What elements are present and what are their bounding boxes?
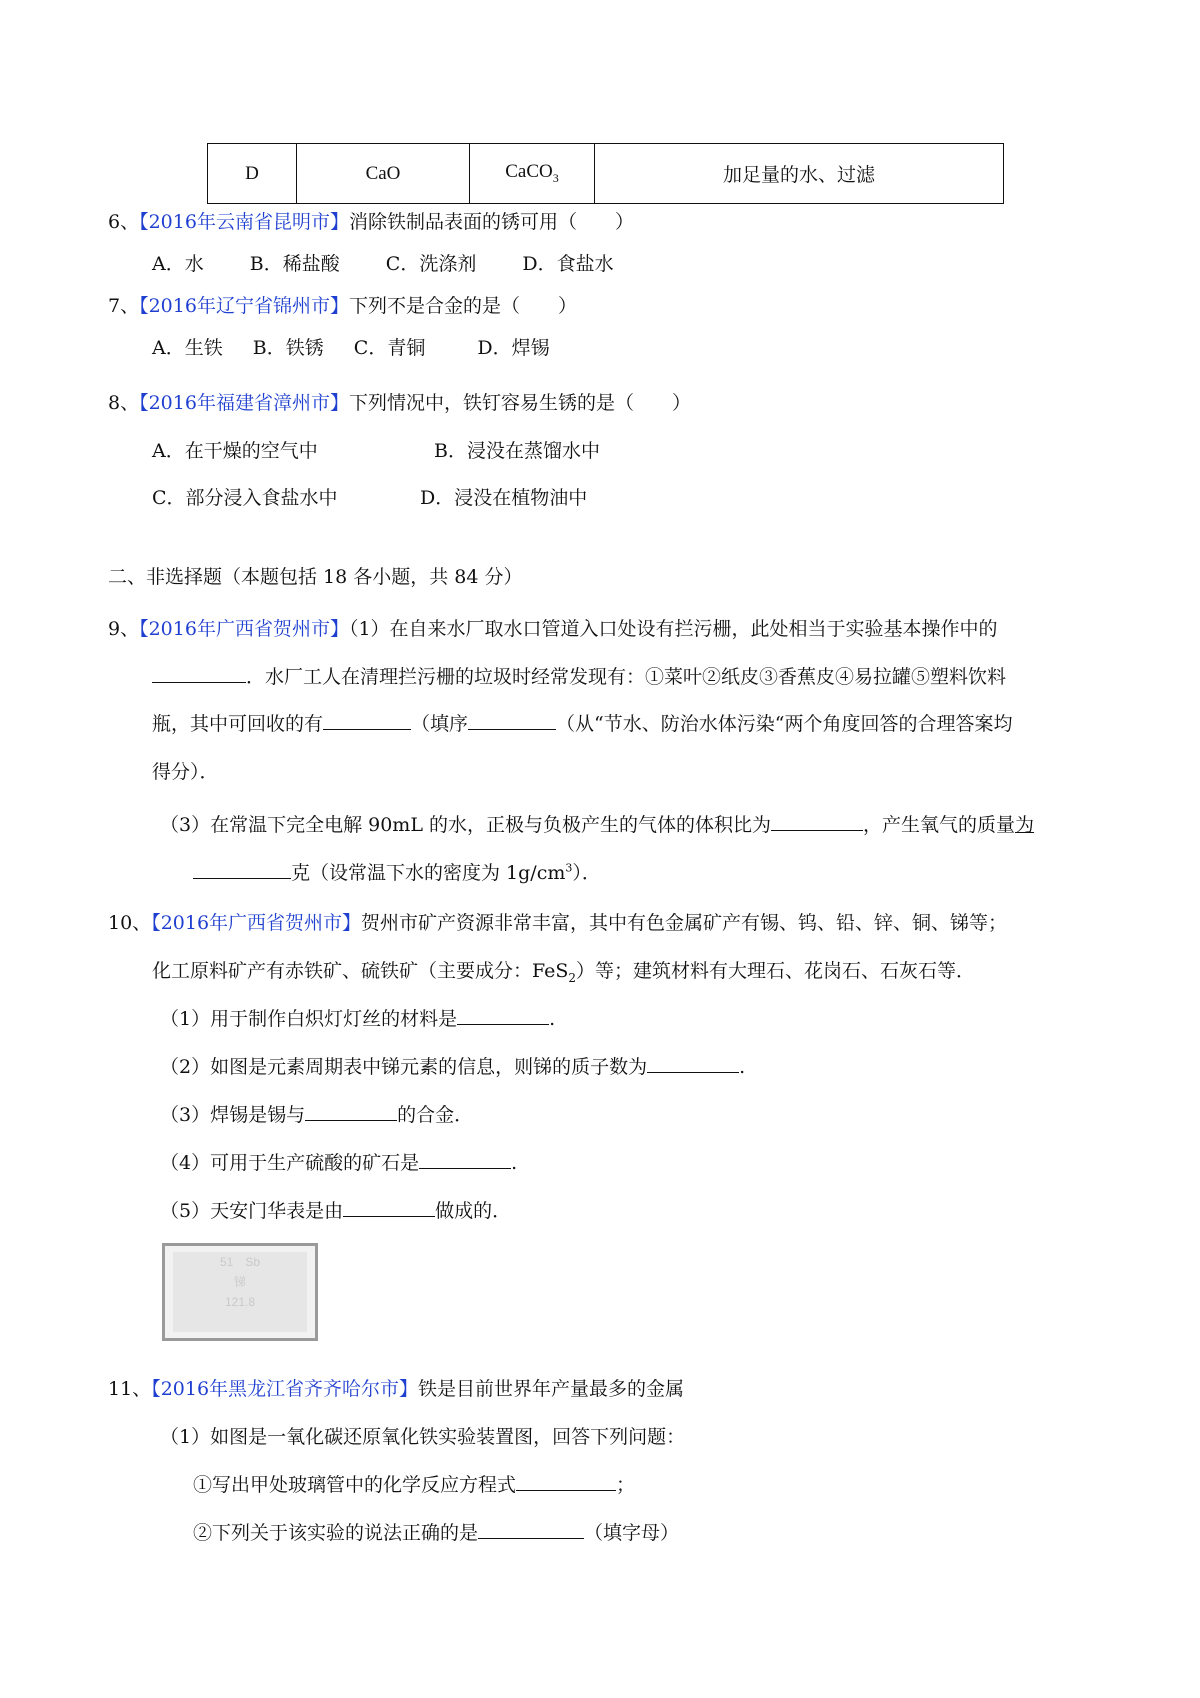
period: . bbox=[739, 1056, 746, 1078]
question-text: ①写出甲处玻璃管中的化学反应方程式 bbox=[193, 1474, 517, 1496]
option-d: D．焊锡 bbox=[477, 337, 550, 359]
section-heading: 二、非选择题（本题包括 18 各小题，共 84 分） bbox=[108, 566, 523, 588]
q8-option-b: B．浸没在蒸馏水中 bbox=[434, 440, 600, 462]
options-table bbox=[207, 143, 1004, 204]
question-text: （填序 bbox=[411, 713, 469, 735]
table-cell-impurity: CaCO$_3$ bbox=[470, 144, 595, 204]
question-stem: 消除铁制品表面的锈可用（ ） bbox=[348, 211, 634, 233]
element-mass: 121.8 bbox=[224, 1295, 256, 1309]
question-text: ）． bbox=[572, 862, 601, 884]
question-text: （3）在常温下完全电解 90mL 的水，正极与负极产生的气体的体积比为 bbox=[160, 814, 771, 836]
q10-sub-4 bbox=[160, 1148, 517, 1175]
question-number: 8、 bbox=[108, 392, 140, 414]
question-text: （5）天安门华表是由 bbox=[160, 1200, 344, 1222]
question-text: ； bbox=[616, 1474, 636, 1496]
question-text: （1）用于制作白炽灯灯丝的材料是 bbox=[160, 1008, 458, 1030]
question-source: 【2016年福建省漳州市】 bbox=[139, 392, 349, 414]
q10-sub-2 bbox=[160, 1052, 745, 1079]
q11-sub-1b bbox=[193, 1518, 679, 1545]
question-stem: 下列不是合金的是（ ） bbox=[348, 295, 577, 317]
question-source: 【2016年广西省贺州市】 bbox=[151, 912, 362, 934]
question-text: （2）如图是元素周期表中锑元素的信息，则锑的质子数为 bbox=[160, 1056, 648, 1078]
question-text: 做成的． bbox=[435, 1200, 512, 1222]
q9-line-2 bbox=[152, 662, 1006, 689]
question-text: （3）焊锡是锡与 bbox=[160, 1104, 306, 1126]
table-cell-method: 加足量的水、过滤 bbox=[595, 144, 1004, 204]
question-text: ，产生氧气的质量 bbox=[862, 814, 1015, 836]
answer-blank[interactable] bbox=[193, 858, 291, 879]
question-text: 的合金． bbox=[397, 1104, 474, 1126]
answer-blank[interactable] bbox=[343, 1196, 435, 1217]
q9-line-5 bbox=[160, 810, 1034, 837]
answer-blank[interactable] bbox=[647, 1052, 739, 1073]
question-text: （4）可用于生产硫酸的矿石是 bbox=[160, 1152, 420, 1174]
answer-blank[interactable] bbox=[152, 662, 246, 683]
question-6 bbox=[108, 207, 634, 234]
option-b: B．稀盐酸 bbox=[249, 253, 340, 275]
answer-blank[interactable] bbox=[419, 1148, 511, 1169]
option-a: A．水 bbox=[152, 253, 204, 275]
option-a: A．生铁 bbox=[152, 337, 223, 359]
option-b: B．铁锈 bbox=[252, 337, 324, 359]
q11-sub-1: （1）如图是一氧化碳还原氧化铁实验装置图，回答下列问题： bbox=[160, 1426, 686, 1448]
question-number: 9、 bbox=[108, 618, 140, 640]
answer-blank[interactable] bbox=[323, 709, 411, 730]
element-name: 锑 bbox=[233, 1275, 246, 1289]
element-symbol: 51 Sb bbox=[219, 1255, 261, 1269]
question-number: 6、 bbox=[108, 211, 140, 233]
answer-blank[interactable] bbox=[305, 1100, 397, 1121]
answer-blank[interactable] bbox=[771, 810, 863, 831]
q8-option-d: D．浸没在植物油中 bbox=[420, 487, 588, 509]
element-tile-image bbox=[162, 1243, 318, 1341]
table-cell-substance: CaO bbox=[297, 144, 470, 204]
question-source: 【2016年广西省贺州市】 bbox=[139, 618, 349, 640]
answer-blank[interactable] bbox=[468, 709, 556, 730]
question-8 bbox=[108, 388, 691, 415]
table-row bbox=[208, 144, 1004, 204]
question-source: 【2016年云南省昆明市】 bbox=[139, 211, 349, 233]
q9-line-3 bbox=[152, 709, 1012, 736]
q10-line-2 bbox=[152, 956, 975, 985]
answer-blank[interactable] bbox=[516, 1470, 616, 1491]
option-c: C．青铜 bbox=[353, 337, 426, 359]
superscript: 3 bbox=[565, 861, 573, 875]
question-text: （填字母） bbox=[584, 1522, 680, 1544]
period: . bbox=[511, 1152, 518, 1174]
q6-options bbox=[152, 249, 614, 276]
q9-line-4: 得分）． bbox=[152, 761, 219, 783]
q10-sub-5 bbox=[160, 1196, 511, 1223]
q9-line-6 bbox=[193, 858, 601, 885]
question-number: 7、 bbox=[108, 295, 140, 317]
question-text: ②下列关于该实验的说法正确的是 bbox=[193, 1522, 479, 1544]
question-text: 为 bbox=[1015, 814, 1035, 836]
q8-option-a: A．在干燥的空气中 bbox=[152, 440, 318, 462]
question-7 bbox=[108, 291, 577, 318]
question-text: （从“节水、防治水体污染“两个角度回答的合理答案均 bbox=[556, 713, 1013, 735]
period: . bbox=[549, 1008, 556, 1030]
option-c: C．洗涤剂 bbox=[385, 253, 477, 275]
question-text: 克（设常温下水的密度为 1g/cm bbox=[291, 862, 566, 884]
answer-blank[interactable] bbox=[457, 1004, 549, 1025]
question-text: 瓶，其中可回收的有 bbox=[152, 713, 324, 735]
question-source: 【2016年辽宁省锦州市】 bbox=[139, 295, 349, 317]
q7-options bbox=[152, 333, 550, 360]
answer-blank[interactable] bbox=[478, 1518, 584, 1539]
question-text: 化工原料矿产有赤铁矿、硫铁矿（主要成分：FeS bbox=[152, 960, 569, 982]
question-10 bbox=[108, 908, 1007, 935]
question-text: （1）在自来水厂取水口管道入口处设有拦污栅，此处相当于实验基本操作中的 bbox=[348, 618, 998, 640]
subscript: 2 bbox=[568, 970, 577, 985]
question-text: 铁是目前世界年产量最多的金属 bbox=[418, 1378, 685, 1400]
question-number: 11、 bbox=[108, 1378, 152, 1400]
table-cell-letter: D bbox=[208, 144, 297, 204]
question-text: ．水厂工人在清理拦污栅的垃圾时经常发现有：①菜叶②纸皮③香蕉皮④易拉罐⑤塑料饮料 bbox=[246, 666, 1007, 688]
q11-sub-1a bbox=[193, 1470, 635, 1497]
question-text: ）等；建筑材料有大理石、花岗石、石灰石等． bbox=[576, 960, 976, 982]
question-number: 10、 bbox=[108, 912, 152, 934]
option-d: D．食盐水 bbox=[522, 253, 614, 275]
q10-sub-1 bbox=[160, 1004, 555, 1031]
question-stem: 下列情况中，铁钉容易生锈的是（ ） bbox=[348, 392, 691, 414]
question-9 bbox=[108, 614, 998, 641]
question-source: 【2016年黑龙江省齐齐哈尔市】 bbox=[151, 1378, 419, 1400]
q10-sub-3 bbox=[160, 1100, 473, 1127]
q8-option-c: C．部分浸入食盐水中 bbox=[152, 487, 338, 509]
question-text: 贺州市矿产资源非常丰富，其中有色金属矿产有锡、钨、铅、锌、铜、锑等； bbox=[361, 912, 1008, 934]
question-11 bbox=[108, 1374, 684, 1401]
